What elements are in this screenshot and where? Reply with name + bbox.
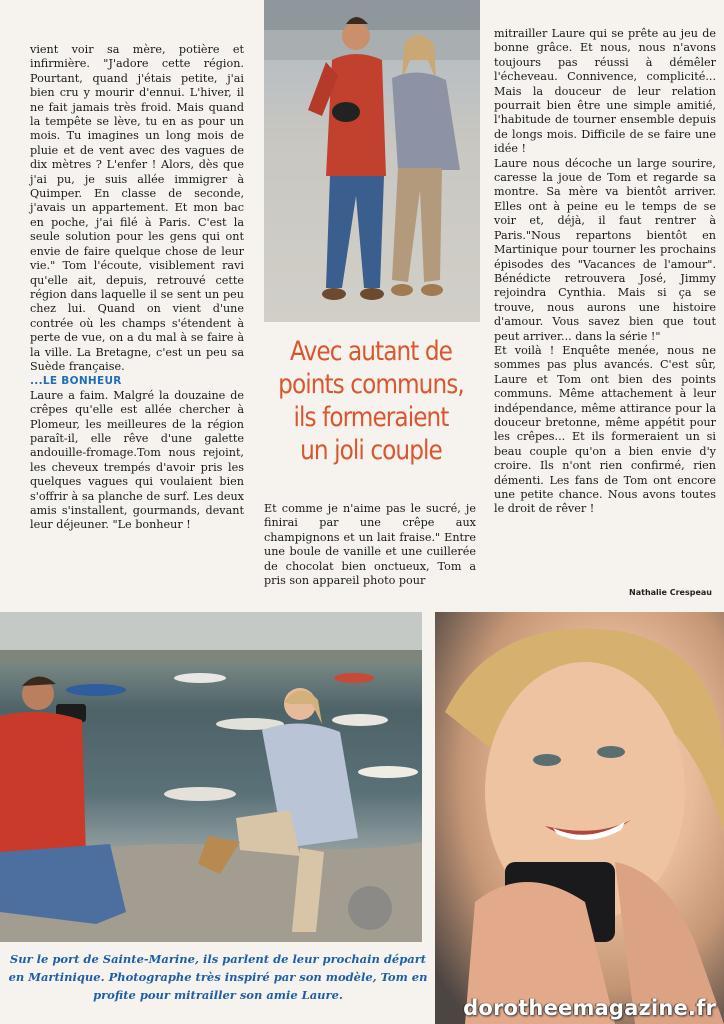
article-paragraph: mitrailler Laure qui se prête au jeu de bonne grâce. Et nous, nous n'avons toujours pas réussi à démêler l'écheveau. Connivence, complicité... Mais la douceur de leur relation pourrait bien être une simple amitié, l'habitude de tourner ensemble depuis de longs mois. Difficile de se faire une idée !	[494, 27, 716, 156]
couple-walking-photo	[264, 0, 480, 322]
laure-portrait-photo	[435, 612, 724, 1024]
photo-caption: Sur le port de Sainte-Marine, ils parlent de leur prochain départ en Martinique. Photographe très inspiré par son modèle, Tom en profite pour mitrailler son amie Laure.	[8, 952, 428, 1002]
article-paragraph: vient voir sa mère, potière et infirmière. "J'adore cette région. Pourtant, quand j'étais petite, j'ai bien cru y mourir d'ennui. L'hiver, il ne fait jamais très froid. Mais quand la tempête se lève, tu en as pour un mois. Tu imagines un long mois de pluie et de vent avec des vagues de dix mètres ? L'enfer ! Alors, dès que j'ai pu, je suis allée immigrer à Quimper. En classe de seconde, j'avais un appartement. Et mon bac en poche, j'ai filé à Paris. C'est la seule solution pour les gens qui ont envie de faire quelque chose de leur vie." Tom l'écoute, visiblement ravi qu'elle ait, depuis, retrouvé cette région dans laquelle il se sent un peu chez lui. Quand on vient d'une contrée où les champs s'étendent à perte de vue, on a du mal à se faire à la ville. La Bretagne, c'est un peu sa Suède française.	[30, 43, 244, 373]
site-watermark: dorotheemagazine.fr	[463, 996, 716, 1020]
article-paragraph: Et voilà ! Enquête menée, nous ne sommes pas plus avancés. C'est sûr, Laure et Tom ont bien des points communs. Même attachement à leur indépendance, même attirance pour la douceur bretonne, même appétit pour les crêpes... Et ils formeraient un si beau couple qu'on a bien envie d'y croire. Ils n'ont rien confirmé, rien démenti. Les fans de Tom ont encore une petite chance. Nous avons toutes le droit de rêver !	[494, 343, 716, 516]
pull-quote: Avec autant de points communs, ils formeraient un joli couple	[278, 336, 464, 466]
article-column-middle	[264, 502, 476, 588]
article-paragraph: Laure nous décoche un large sourire, caresse la joue de Tom et regarde sa montre. Sa mère va bientôt arriver. Elles ont à peine eu le temps de se voir et, déjà, il faut rentrer à Paris."Nous repartons bientôt en Martinique pour tourner les prochains épisodes des "Vacances de l'amour". Bénédicte retrouvera José, Jimmy rejoindra Cynthia. Mais si ça se trouve, nous aurons une histoire d'amour. Vous savez bien que tout peut arriver... dans la série !"	[494, 156, 716, 343]
harbor-photo	[0, 612, 422, 942]
article-paragraph: Et comme je n'aime pas le sucré, je finirai par une crêpe aux champignons et un lait fraise." Entre une boule de vanille et une cuillerée de chocolat bien onctueux, Tom a pris son appareil photo pour	[264, 502, 476, 588]
section-subhead: ...LE BONHEUR	[30, 375, 122, 388]
author-byline: Nathalie Crespeau	[629, 588, 712, 597]
article-column-right	[494, 27, 716, 517]
article-column-left	[30, 43, 244, 533]
article-paragraph: Laure a faim. Malgré la douzaine de crêpes qu'elle est allée chercher à Plomeur, les meilleures de la région paraît-il, elle rêve d'une galette andouille-fromage.Tom nous rejoint, les cheveux trempés d'avoir pris les quelques vagues qui voulaient bien s'offrir à sa planche de surf. Les deux amis s'installent, gourmands, devant leur déjeuner. "Le bonheur !	[30, 388, 244, 532]
